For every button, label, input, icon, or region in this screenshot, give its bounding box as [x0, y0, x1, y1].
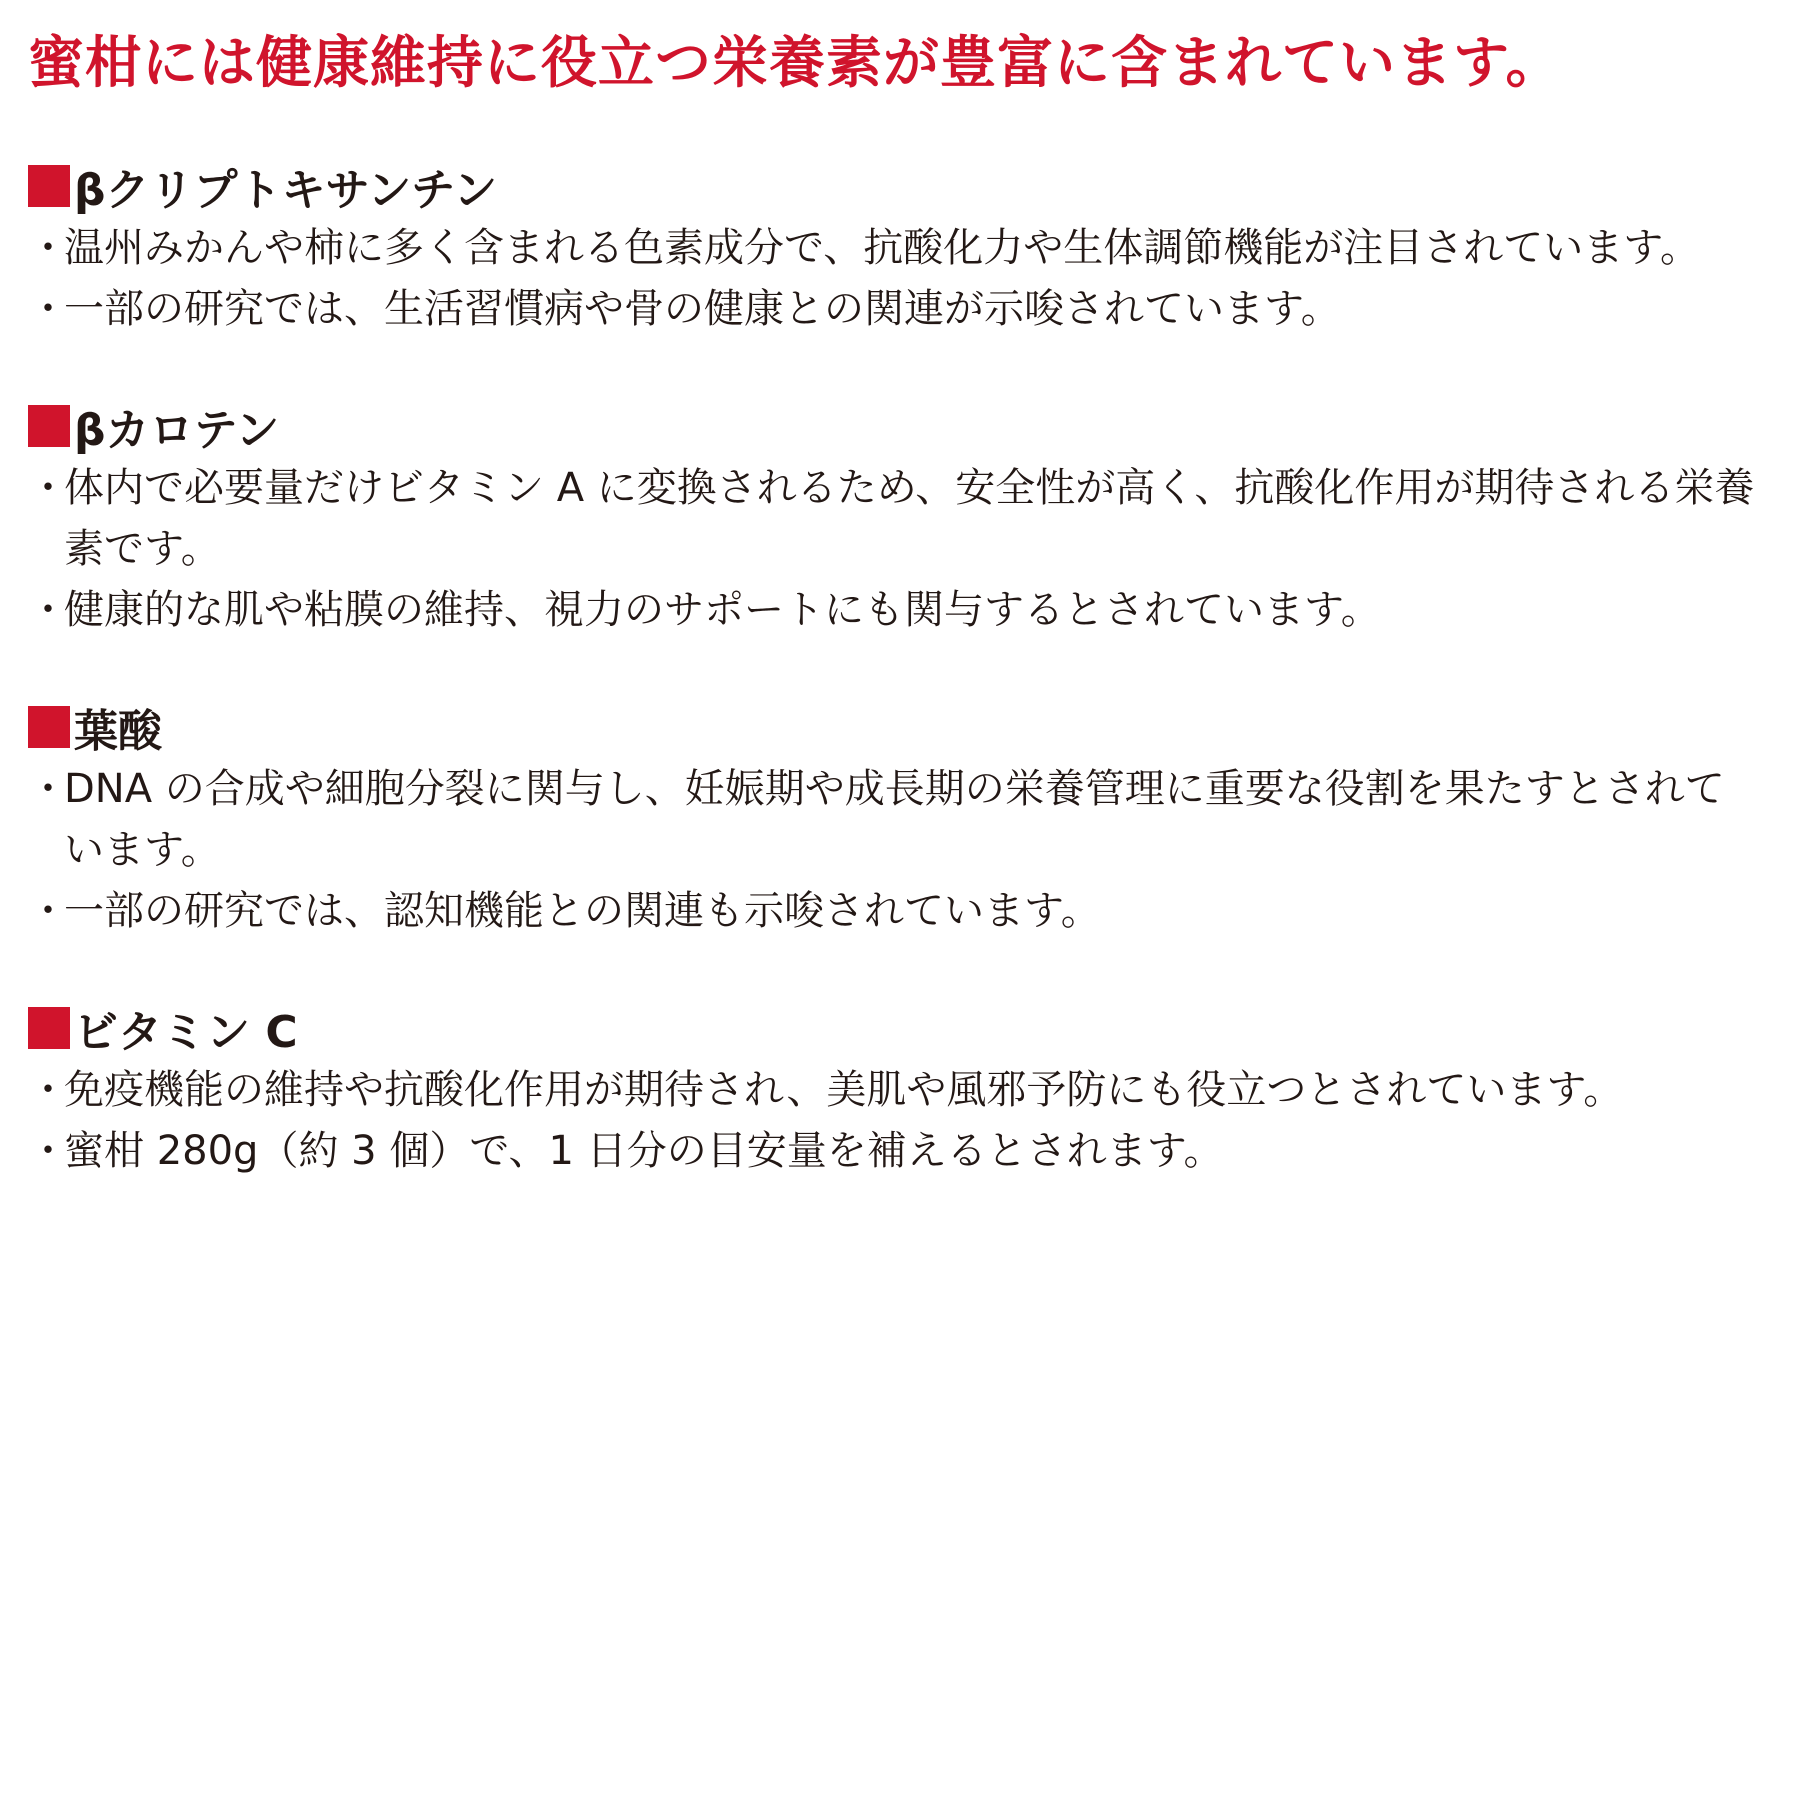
bullet-marker: ・ [28, 587, 68, 633]
bullet-item [28, 881, 1763, 942]
bullet-marker: ・ [28, 225, 68, 271]
bullet-list [28, 1060, 1800, 1182]
bullet-marker: ・ [28, 888, 68, 934]
section-heading [28, 398, 1800, 454]
section-vitamin-c [28, 1000, 1800, 1182]
bullet-text: 蜜柑 280g（約 3 個）で、1 日分の目安量を補えるとされます。 [64, 1128, 1224, 1174]
bullet-text: 一部の研究では、認知機能との関連も示唆されています。 [64, 888, 1101, 934]
bullet-marker: ・ [28, 465, 68, 511]
bullet-text: 体内で必要量だけビタミン A に変換されるため、安全性が高く、抗酸化作用が期待される栄養素です。 [64, 465, 1755, 572]
bullet-item [28, 1121, 1763, 1182]
bullet-item [28, 580, 1763, 641]
bullet-item [28, 218, 1763, 279]
bullet-marker: ・ [28, 766, 68, 812]
section-beta-carotene [28, 398, 1800, 641]
section-heading-label: βカロテン [74, 405, 280, 456]
bullet-marker: ・ [28, 286, 68, 332]
section-beta-cryptoxanthin [28, 158, 1800, 340]
red-square-icon [28, 1007, 70, 1049]
section-heading [28, 1000, 1800, 1056]
red-square-icon [28, 706, 70, 748]
bullet-text: 免疫機能の維持や抗酸化作用が期待され、美肌や風邪予防にも役立つとされています。 [64, 1067, 1624, 1113]
bullet-marker: ・ [28, 1067, 68, 1113]
bullet-list [28, 218, 1800, 340]
bullet-text: DNA の合成や細胞分裂に関与し、妊娠期や成長期の栄養管理に重要な役割を果たすとされています。 [64, 766, 1725, 873]
bullet-list [28, 458, 1800, 641]
bullet-text: 温州みかんや柿に多く含まれる色素成分で、抗酸化力や生体調節機能が注目されています。 [64, 225, 1700, 271]
bullet-item [28, 279, 1763, 340]
bullet-item [28, 458, 1763, 580]
bullet-item [28, 1060, 1763, 1121]
section-heading-label: 葉酸 [74, 706, 162, 757]
bullet-text: 一部の研究では、生活習慣病や骨の健康との関連が示唆されています。 [64, 286, 1341, 332]
section-heading-label: ビタミン C [74, 1007, 298, 1058]
bullet-item [28, 759, 1763, 881]
nutrient-sections [28, 158, 1800, 1182]
section-folic-acid [28, 699, 1800, 942]
bullet-list [28, 759, 1800, 942]
red-square-icon [28, 165, 70, 207]
red-square-icon [28, 405, 70, 447]
section-heading [28, 699, 1800, 755]
bullet-marker: ・ [28, 1128, 68, 1174]
bullet-text: 健康的な肌や粘膜の維持、視力のサポートにも関与するとされています。 [64, 587, 1381, 633]
section-heading-label: βクリプトキサンチン [74, 165, 498, 216]
section-heading [28, 158, 1800, 214]
page-title: 蜜柑には健康維持に役立つ栄養素が豊富に含まれています。 [28, 31, 1563, 96]
